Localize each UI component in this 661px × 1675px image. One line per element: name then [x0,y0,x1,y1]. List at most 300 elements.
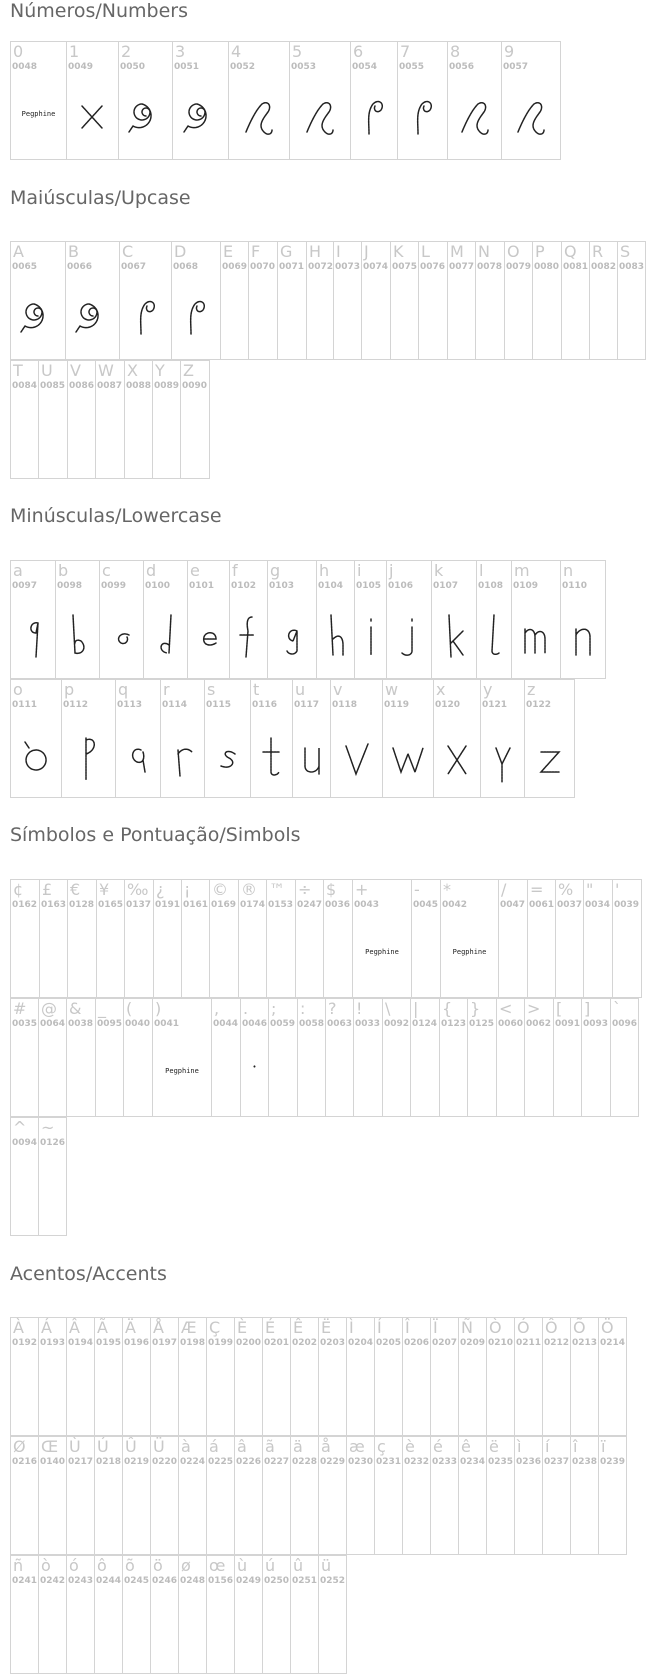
char-code: 0219 [124,1457,150,1467]
glyph-cell [386,560,432,679]
char-label: ¿ [156,880,165,899]
glyph-cell [150,1317,179,1436]
glyph-cell [524,998,554,1117]
glyph-cell [67,360,96,479]
glyph-cell [354,560,387,679]
glyph-cell [352,879,412,998]
char-label: h [319,561,330,580]
char-code: 0216 [12,1457,38,1467]
char-code: 0197 [152,1338,178,1348]
glyph-b-icon [55,601,100,669]
glyph-grid-row [10,1117,67,1236]
char-label: 9 [504,42,515,61]
section-title: Símbolos e Pontuação/Simbols [10,824,301,846]
glyph-spiral-icon [15,282,61,350]
char-code: 0218 [96,1457,122,1467]
glyph-cell [209,879,239,998]
glyph-cell [95,360,125,479]
char-code: 0191 [155,900,181,910]
glyph-grid-row [10,560,606,679]
glyph-grid-row [10,879,642,998]
char-label: 8 [450,42,461,61]
glyph-g-icon [269,601,315,669]
char-label: à [181,1437,191,1456]
glyph-cell [229,560,268,679]
char-label: ç [377,1437,386,1456]
glyph-grid-row [10,998,639,1117]
char-code: 0098 [57,581,83,591]
char-label: Ö [601,1318,614,1337]
char-label: 2 [121,42,132,61]
glyph-cell [180,360,210,479]
char-code: 0043 [354,900,380,910]
glyph-hook-icon [351,82,397,150]
char-label: ~ [41,1118,55,1137]
glyph-f-icon [229,601,268,669]
glyph-spiral-icon [123,82,169,150]
char-code: 0039 [614,900,640,910]
char-label: P [535,242,545,261]
glyph-cell [346,1317,375,1436]
char-label: { [442,999,453,1018]
char-code: 0096 [612,1019,638,1029]
char-label: Ú [97,1437,109,1456]
glyph-cell [560,560,606,679]
glyph-cell [94,1317,123,1436]
glyph-cell [583,879,613,998]
glyph-cell [10,998,39,1117]
glyph-grid-row [10,1436,627,1555]
glyph-cell [262,1317,291,1436]
glyph-cell [38,1436,67,1555]
char-label: ë [489,1437,499,1456]
char-label: ê [461,1437,471,1456]
glyph-cell [346,1436,375,1555]
glyph-o-icon [13,720,59,788]
char-code: 0246 [152,1576,178,1586]
glyph-cell [238,879,267,998]
glyph-cell [553,998,582,1117]
glyph-chain-icon [297,82,343,150]
char-code: 0068 [173,262,199,272]
char-code: 0231 [376,1457,402,1467]
char-code: 0198 [180,1338,206,1348]
glyph-cell [610,998,639,1117]
char-label: O [507,242,520,261]
glyph-cell [397,41,448,160]
char-code: 0226 [236,1457,262,1467]
glyph-cell [122,1555,151,1674]
char-label: ¢ [13,880,24,899]
glyph-cell [204,679,251,798]
char-label: y [483,680,493,699]
char-label: è [405,1437,415,1456]
glyph-cell [152,360,181,479]
glyph-cell [122,1317,151,1436]
glyph-x2-icon [434,720,480,788]
char-label: I [336,242,341,261]
char-label: . [243,999,249,1018]
glyph-m-icon [513,601,559,669]
glyph-cell [10,1117,39,1236]
char-code: 0092 [384,1019,410,1029]
char-code: 0115 [206,700,232,710]
char-code: 0206 [404,1338,430,1348]
char-code: 0250 [264,1576,290,1586]
char-code: 0248 [180,1576,206,1586]
char-label: é [433,1437,443,1456]
char-label: ô [97,1556,107,1575]
char-code: 0107 [433,581,459,591]
char-code: 0123 [441,1019,467,1029]
char-label: Ë [321,1318,332,1337]
char-code: 0035 [12,1019,38,1029]
char-label: m [514,561,530,580]
glyph-cell [402,1317,431,1436]
char-label: > [527,999,541,1018]
char-label: ¡ [184,880,191,899]
char-code: 0062 [526,1019,552,1029]
char-label: E [223,242,234,261]
char-label: u [295,680,306,699]
char-label: ñ [13,1556,24,1575]
glyph-spiral-icon [70,282,116,350]
char-label: k [434,561,444,580]
char-code: 0199 [208,1338,234,1348]
char-code: 0057 [503,62,529,72]
char-code: 0228 [292,1457,318,1467]
char-code: 0064 [40,1019,66,1029]
glyph-q-icon [115,720,161,788]
glyph-cell [598,1317,627,1436]
char-label: T [13,361,23,380]
char-label: n [563,561,574,580]
char-code: 0230 [348,1457,374,1467]
char-label: / [501,880,507,899]
char-label: & [69,999,82,1018]
char-code: 0174 [240,900,266,910]
char-code: 0105 [356,581,382,591]
char-label: J [364,242,369,261]
char-code: 0239 [600,1457,626,1467]
glyph-e-icon [187,601,230,669]
char-label: © [212,880,228,899]
glyph-cell [10,241,66,360]
glyph-a-icon [10,601,56,669]
char-code: 0048 [12,62,38,72]
char-code: 0071 [279,262,305,272]
char-label: Ô [545,1318,558,1337]
glyph-cell [266,879,296,998]
char-code: 0069 [222,262,248,272]
char-label: % [558,880,574,899]
glyph-cell [38,1555,67,1674]
glyph-grid-row [10,360,210,479]
char-code: 0202 [292,1338,318,1348]
glyph-cell [439,998,468,1117]
char-label: í [545,1437,550,1456]
char-label: 4 [231,42,242,61]
char-code: 0205 [376,1338,402,1348]
char-code: 0077 [449,262,475,272]
char-label: U [41,361,53,380]
char-code: 0109 [513,581,539,591]
glyph-grid-row [10,1317,627,1436]
char-label: a [13,561,23,580]
glyph-y-icon [480,720,525,788]
char-label: ã [265,1437,275,1456]
glyph-cell [318,1436,347,1555]
char-code: 0053 [291,62,317,72]
glyph-chain-icon [452,82,498,150]
char-label: " [586,880,594,899]
char-code: 0210 [488,1338,514,1348]
glyph-j-icon [386,601,432,669]
glyph-cell [160,679,205,798]
glyph-sample-label: Pegphine [21,110,56,118]
char-code: 0140 [40,1457,66,1467]
char-label: N [478,242,490,261]
glyph-cell [206,1317,235,1436]
char-label: € [70,880,81,899]
glyph-cell [66,1555,95,1674]
char-label: £ [42,880,53,899]
char-code: 0081 [563,262,589,272]
char-label: H [309,242,322,261]
char-label: t [253,680,260,699]
glyph-l-icon [476,601,512,669]
glyph-chain-icon [236,82,282,150]
char-label: ù [237,1556,248,1575]
char-code: 0214 [600,1338,626,1348]
char-code: 0217 [68,1457,94,1467]
char-label: À [13,1318,24,1337]
glyph-cell [617,241,646,360]
glyph-cell [295,879,324,998]
char-code: 0065 [12,262,38,272]
section-title: Minúsculas/Lowercase [10,505,222,527]
char-label: \ [385,999,391,1018]
glyph-grid-row [10,241,646,360]
glyph-cell [475,241,505,360]
char-label: Ç [209,1318,221,1337]
char-label: ] [584,999,591,1018]
char-label: : [300,999,306,1018]
char-label: 7 [400,42,411,61]
char-label: Ï [433,1318,438,1337]
char-label: K [393,242,404,261]
char-label: d [146,561,157,580]
glyph-sample-label: Pegphine [452,948,487,956]
char-code: 0235 [488,1457,514,1467]
glyph-chain-icon [508,82,554,150]
char-label: Ò [489,1318,502,1337]
char-label: e [190,561,200,580]
glyph-cell [152,998,212,1117]
glyph-cell [38,1117,67,1236]
char-label: ¥ [99,880,110,899]
char-label: Z [183,361,194,380]
glyph-u-icon [292,720,331,788]
char-label: V [70,361,81,380]
char-label: Û [125,1437,137,1456]
char-label: á [209,1437,219,1456]
glyph-cell [496,998,525,1117]
char-label: + [355,880,369,899]
char-code: 0192 [12,1338,38,1348]
char-code: 0100 [145,581,171,591]
char-label: 3 [175,42,186,61]
char-label: Á [41,1318,52,1337]
char-label: ) [155,999,162,1018]
glyph-cell [447,41,502,160]
char-code: 0117 [294,700,320,710]
glyph-cell [66,998,96,1117]
char-label: û [293,1556,304,1575]
char-label: Õ [573,1318,586,1337]
char-label: å [321,1437,331,1456]
glyph-cell [514,1317,543,1436]
char-code: 0067 [121,262,147,272]
glyph-cell [178,1317,207,1436]
char-code: 0079 [506,262,532,272]
glyph-cell [486,1436,515,1555]
char-code: 0106 [388,581,414,591]
char-code: 0220 [152,1457,178,1467]
char-label: Ä [125,1318,136,1337]
char-label: w [385,680,399,699]
char-code: 0213 [572,1338,598,1348]
glyph-cell [532,241,562,360]
char-code: 0061 [529,900,555,910]
char-code: 0245 [124,1576,150,1586]
char-label: c [102,561,111,580]
char-code: 0153 [268,900,294,910]
char-label: G [280,242,293,261]
glyph-hook-icon [400,82,446,150]
glyph-cell [325,998,354,1117]
glyph-cell [118,41,173,160]
char-label: B [68,242,79,261]
char-code: 0118 [332,700,358,710]
glyph-cell [153,879,182,998]
glyph-grid-row [10,679,575,798]
glyph-hook-icon [123,282,169,350]
char-label: f [232,561,238,580]
char-code: 0060 [498,1019,524,1029]
char-label: ü [321,1556,332,1575]
char-label: õ [125,1556,135,1575]
glyph-spiral-icon [178,82,224,150]
char-label: ø [181,1556,191,1575]
glyph-cell [150,1555,179,1674]
char-code: 0050 [120,62,146,72]
char-code: 0072 [308,262,334,272]
char-code: 0122 [526,700,552,710]
glyph-cell [178,1555,207,1674]
char-code: 0227 [264,1457,290,1467]
glyph-cell [570,1436,599,1555]
char-label: - [414,880,420,899]
glyph-hook-icon [173,282,219,350]
char-code: 0238 [572,1457,598,1467]
glyph-cell [10,679,62,798]
char-code: 0204 [348,1338,374,1348]
glyph-cell [250,679,293,798]
char-label: ä [293,1437,303,1456]
glyph-cell [476,560,512,679]
char-code: 0040 [125,1019,151,1029]
glyph-cell [38,998,67,1117]
glyph-cell [440,879,499,998]
char-label: ' [615,880,620,899]
char-label: [ [556,999,563,1018]
glyph-cell [220,241,249,360]
glyph-v-icon [334,720,380,788]
glyph-k-icon [431,601,477,669]
glyph-z-icon [527,720,573,788]
char-label: C [122,242,134,261]
char-code: 0054 [352,62,378,72]
char-code: 0093 [583,1019,609,1029]
glyph-cell [124,879,154,998]
char-code: 0252 [320,1576,346,1586]
char-label: È [237,1318,248,1337]
char-label: Œ [41,1437,59,1456]
char-code: 0095 [97,1019,123,1029]
glyph-h-icon [316,601,355,669]
glyph-cell [612,879,642,998]
char-code: 0112 [63,700,89,710]
char-label: ! [356,999,363,1018]
glyph-cell [458,1317,487,1436]
char-code: 0163 [41,900,67,910]
glyph-cell [382,679,434,798]
char-code: 0084 [12,381,38,391]
glyph-cell [234,1555,263,1674]
char-code: 0209 [460,1338,486,1348]
char-code: 0041 [154,1019,180,1029]
glyph-c-icon [99,601,144,669]
char-label: < [499,999,513,1018]
glyph-cell [581,998,611,1117]
char-label: x [436,680,446,699]
char-code: 0091 [555,1019,581,1029]
glyph-cell [115,679,161,798]
char-code: 0083 [619,262,645,272]
char-code: 0125 [469,1019,495,1029]
char-label: F [251,242,261,261]
char-label: 0 [13,42,24,61]
char-label: æ [349,1437,365,1456]
char-label: * [443,880,451,899]
char-code: 0075 [392,262,418,272]
char-label: W [98,361,114,380]
char-code: 0059 [270,1019,296,1029]
char-label: 1 [69,42,80,61]
char-code: 0076 [420,262,446,272]
glyph-cell [467,998,497,1117]
char-label: s [207,680,216,699]
char-code: 0233 [432,1457,458,1467]
char-code: 0099 [101,581,127,591]
glyph-n-icon [560,601,606,669]
char-label: Ù [69,1437,81,1456]
glyph-cell [172,41,229,160]
char-code: 0045 [413,900,439,910]
char-code: 0047 [500,900,526,910]
char-label: ` [613,999,621,1018]
